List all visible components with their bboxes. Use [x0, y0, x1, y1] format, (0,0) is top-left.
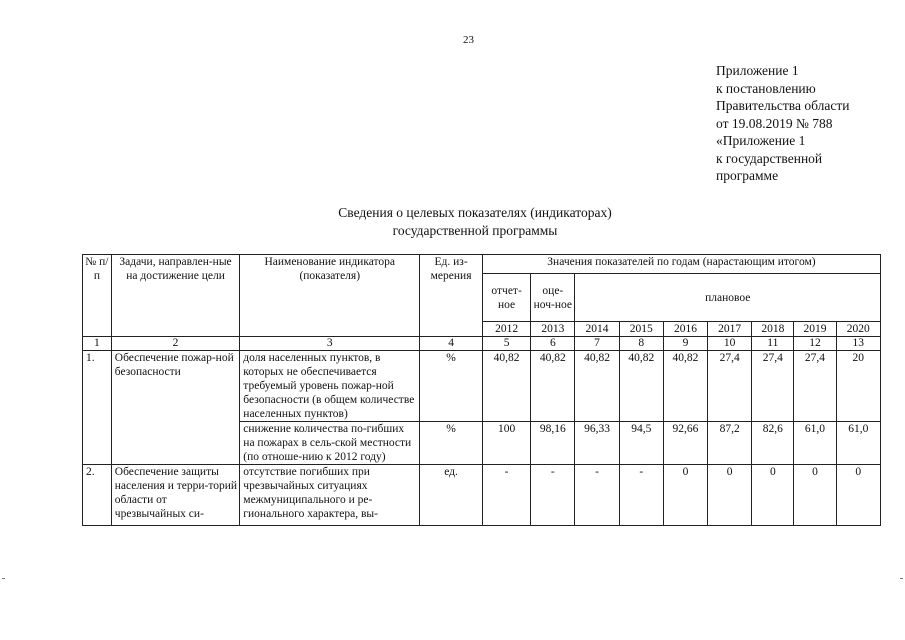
header-indicator: Наименование индикатора (показателя) — [240, 255, 420, 337]
column-number: 5 — [482, 337, 530, 351]
title-line-2: государственной программы — [392, 222, 558, 238]
value-cell: 27,4 — [794, 351, 836, 422]
value-cell: 0 — [663, 465, 707, 526]
page-number: 23 — [463, 34, 474, 46]
scan-edge-mark — [2, 578, 5, 579]
value-cell: - — [619, 465, 663, 526]
value-cell: - — [531, 465, 575, 526]
row-unit: % — [420, 422, 483, 465]
value-cell: 92,66 — [663, 422, 707, 465]
row-num: 1. — [83, 351, 112, 465]
year-cell: 2016 — [663, 322, 707, 337]
column-number: 10 — [708, 337, 752, 351]
value-cell: 40,82 — [663, 351, 707, 422]
value-cell: 0 — [708, 465, 752, 526]
year-cell: 2018 — [752, 322, 794, 337]
header-planned: плановое — [575, 274, 881, 322]
column-number: 4 — [420, 337, 483, 351]
column-number: 12 — [794, 337, 836, 351]
column-number: 11 — [752, 337, 794, 351]
header-values: Значения показателей по годам (нарастающим итогом) — [482, 255, 880, 274]
value-cell: 40,82 — [482, 351, 530, 422]
header-unit: Ед. из-мерения — [420, 255, 483, 337]
year-cell: 2015 — [619, 322, 663, 337]
scan-edge-mark — [900, 578, 903, 579]
column-number: 2 — [111, 337, 240, 351]
row-unit: ед. — [420, 465, 483, 526]
year-cell: 2014 — [575, 322, 619, 337]
header-reported: отчет-ное — [482, 274, 530, 322]
table-row — [83, 351, 881, 422]
year-cell: 2012 — [482, 322, 530, 337]
column-number: 9 — [663, 337, 707, 351]
row-task: Обеспечение пожар-ной безопасности — [111, 351, 240, 465]
value-cell: 61,0 — [794, 422, 836, 465]
appendix-line: «Приложение 1 — [716, 133, 806, 148]
appendix-line: от 19.08.2019 № 788 — [716, 115, 833, 131]
column-number: 7 — [575, 337, 619, 351]
column-number: 1 — [83, 337, 112, 351]
appendix-line: Правительства области — [716, 98, 850, 113]
appendix-line: к государственной — [716, 150, 823, 166]
table-row — [83, 465, 881, 526]
value-cell: 100 — [482, 422, 530, 465]
value-cell: 27,4 — [752, 351, 794, 422]
row-indicator: отсутствие погибших при чрезвычайных ситуациях межмуниципального и ре-гионального характера, вы- — [240, 465, 420, 526]
value-cell: 20 — [836, 351, 880, 422]
value-cell: 87,2 — [708, 422, 752, 465]
row-indicator: снижение количества по-гибших на пожарах в сель-ской местности (по отноше-нию к 2012 году) — [240, 422, 420, 465]
row-unit: % — [420, 351, 483, 422]
column-number: 6 — [531, 337, 575, 351]
row-task: Обеспечение защиты населения и терри-торий области от чрезвычайных си- — [111, 465, 240, 526]
column-number: 13 — [836, 337, 880, 351]
value-cell: - — [575, 465, 619, 526]
value-cell: 0 — [836, 465, 880, 526]
header-num: № п/п — [83, 255, 112, 337]
appendix-line: Приложение 1 — [716, 63, 799, 78]
value-cell: 27,4 — [708, 351, 752, 422]
year-cell: 2020 — [836, 322, 880, 337]
row-num: 2. — [83, 465, 112, 526]
value-cell: 61,0 — [836, 422, 880, 465]
value-cell: 98,16 — [531, 422, 575, 465]
value-cell: 40,82 — [575, 351, 619, 422]
year-cell: 2017 — [708, 322, 752, 337]
title-line-1: Сведения о целевых показателях (индикаторах) — [338, 205, 612, 220]
value-cell: 96,33 — [575, 422, 619, 465]
appendix-line: программе — [716, 168, 779, 183]
value-cell: 0 — [794, 465, 836, 526]
year-cell: 2019 — [794, 322, 836, 337]
value-cell: 0 — [752, 465, 794, 526]
row-indicator: доля населенных пунктов, в которых не обеспечивается требуемый уровень пожар-ной безопасности (в общем количестве населенных пунктов) — [240, 351, 420, 422]
year-cell: 2013 — [531, 322, 575, 337]
appendix-line: к постановлению — [716, 80, 816, 96]
document-title — [250, 204, 700, 239]
value-cell: 40,82 — [531, 351, 575, 422]
header-tasks: Задачи, направлен-ные на достижение цели — [111, 255, 240, 337]
appendix-block — [716, 62, 849, 185]
header-estimated: оце-ноч-ное — [531, 274, 575, 322]
column-number: 3 — [240, 337, 420, 351]
value-cell: 40,82 — [619, 351, 663, 422]
column-numbers-row — [83, 337, 881, 351]
value-cell: - — [482, 465, 530, 526]
value-cell: 82,6 — [752, 422, 794, 465]
indicators-table — [82, 254, 881, 526]
column-number: 8 — [619, 337, 663, 351]
value-cell: 94,5 — [619, 422, 663, 465]
